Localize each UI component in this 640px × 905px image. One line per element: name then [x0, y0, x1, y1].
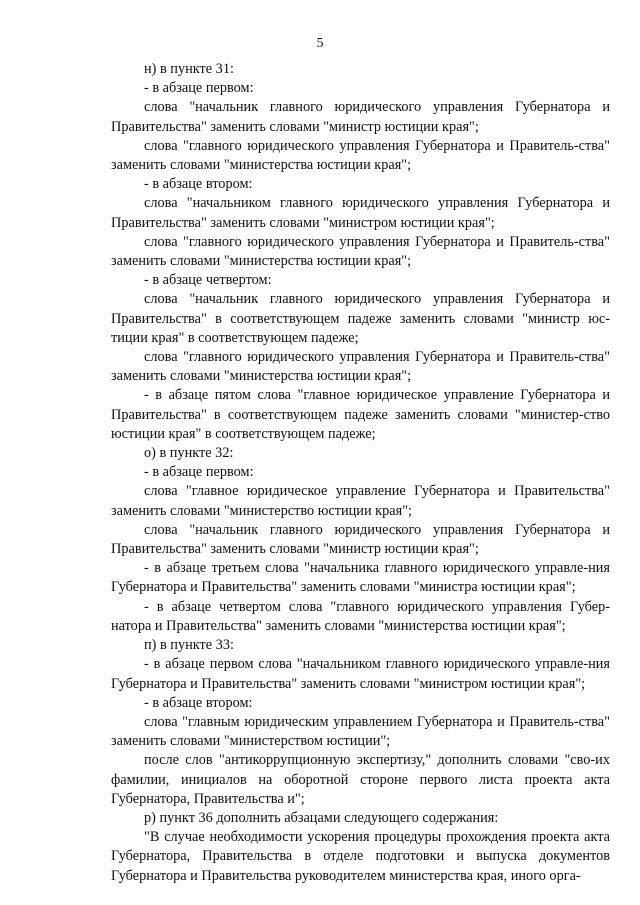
paragraph: слова "главного юридического управления Губернатора и Правитель-ства" заменить словами "министерства юстиции края"; [111, 349, 610, 385]
paragraph: - в абзаце четвертом: [144, 272, 272, 289]
paragraph: н) в пункте 31: [144, 61, 234, 77]
paragraph: слова "главным юридическим управлением Губернатора и Правитель-ства" заменить словами "министерством юстиции"; [111, 713, 610, 750]
paragraph: - в абзаце втором: [144, 176, 253, 193]
paragraph: о) в пункте 32: [144, 445, 234, 462]
paragraph: слова "начальник главного юридического управления Губернатора и Правительства" в соответствующем падеже заменить словами "министр юс-тиции края" в соответствующем падеже; [111, 291, 610, 346]
paragraph: - в абзаце втором: [144, 694, 253, 711]
paragraph: п) в пункте 33: [144, 637, 234, 654]
paragraph: слова "начальником главного юридического управления Губернатора и Правительства" заменить словами "министром юстиции края"; [111, 195, 610, 231]
paragraph: слова "главного юридического управления Губернатора и Правитель-ства" заменить словами "министерства юстиции края"; [111, 137, 610, 174]
paragraph: - в абзаце первом: [144, 80, 254, 97]
paragraph: слова "начальник главного юридического управления Губернатора и Правительства" заменить словами "министр юстиции края"; [111, 99, 610, 135]
paragraph: после слов "антикоррупционную экспертизу," дополнить словами "сво-их фамилии, инициалов на оборотной стороне первого листа проекта акта Губернатора, Правительства и"; [111, 752, 610, 807]
paragraph: - в абзаце четвертом слова "главного юридического управления Губер-натора и Правительства" заменить словами "министерства юстиции края"; [111, 598, 610, 634]
document-body [111, 60, 610, 886]
paragraph: слова "начальник главного юридического управления Губернатора и Правительства" заменить словами "министр юстиции края"; [111, 521, 610, 558]
paragraph: "В случае необходимости ускорения процедуры прохождения проекта акта Губернатора, Правительства в отделе подготовки и выпуска документов Губернатора и Правительства руководителем министерства края, иного орга- [111, 829, 610, 884]
paragraph: р) пункт 36 дополнить абзацами следующего содержания: [144, 809, 499, 826]
page-number: 5 [316, 36, 324, 51]
paragraph: - в абзаце третьем слова "начальника главного юридического управле-ния Губернатора и Правительства" заменить словами "министра юстиции края"; [111, 560, 610, 596]
paragraph: - в абзаце первом слова "начальником главного юридического управле-ния Губернатора и Правительства" заменить словами "министром юстиции края"; [111, 656, 610, 692]
paragraph: слова "главное юридическое управление Губернатора и Правительства" заменить словами "министерство юстиции края"; [111, 483, 610, 519]
paragraph: - в абзаце пятом слова "главное юридическое управление Губернатора и Правительства" в соответствующем падеже заменить словами "министер-ство юстиции края" в соответствующем падеже; [111, 387, 610, 442]
paragraph: - в абзаце первом: [144, 464, 254, 481]
paragraph: слова "главного юридического управления Губернатора и Правитель-ства" заменить словами "министерства юстиции края"; [111, 233, 610, 270]
